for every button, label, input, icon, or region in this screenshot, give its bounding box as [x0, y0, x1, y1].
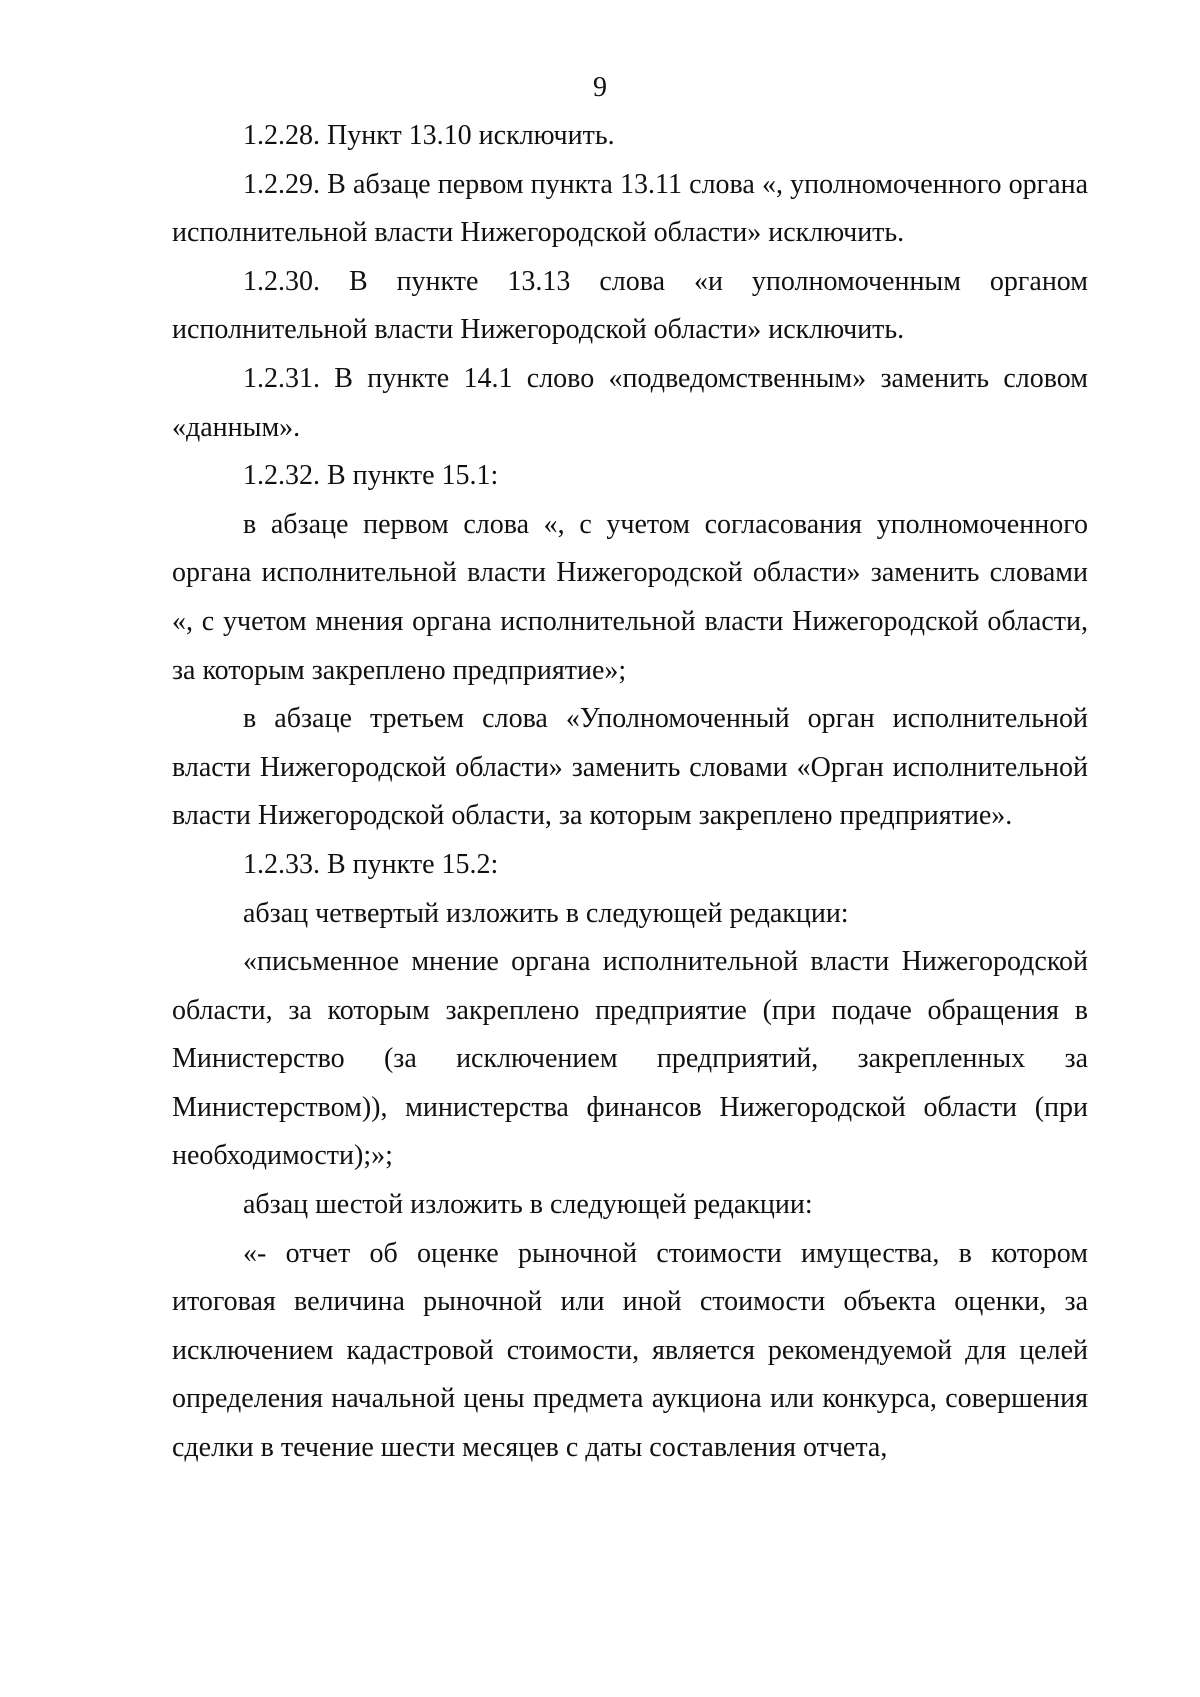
paragraph-abzac-6-intro: абзац шестой изложить в следующей редакции: [243, 1189, 813, 1221]
paragraph-15-1-abzac-1: в абзаце первом слова «, с учетом согласования уполномоченного органа исполнительной власти Нижегородской области» заменить словами «, с учетом мнения органа исполнительной власти Нижегородской области, за которым закреплено предприятие»; [172, 508, 1088, 686]
page-number: 9 [593, 72, 607, 103]
paragraph-1-2-29: 1.2.29. В абзаце первом пункта 13.11 слова «, уполномоченного органа исполнительной власти Нижегородской области» исключить. [172, 168, 1088, 249]
paragraph-1-2-28: 1.2.28. Пункт 13.10 исключить. [243, 120, 615, 151]
paragraph-abzac-4-intro: абзац четвертый изложить в следующей редакции: [243, 897, 849, 929]
paragraph-1-2-33: 1.2.33. В пункте 15.2: [243, 848, 499, 880]
paragraph-abzac-4-text: «письменное мнение органа исполнительной власти Нижегородской области, за которым закреплено предприятие (при подаче обращения в Министерство (за исключением предприятий, закрепленных за Министерством)), министерства финансов Нижегородской области (при необходимости);»; [172, 946, 1088, 1172]
paragraph-1-2-32: 1.2.32. В пункте 15.1: [243, 460, 499, 492]
paragraph-1-2-30: 1.2.30. В пункте 13.13 слова «и уполномоченным органом исполнительной власти Нижегородской области» исключить. [172, 265, 1088, 346]
paragraph-abzac-6-text: «- отчет об оценке рыночной стоимости имущества, в котором итоговая величина рыночной или иной стоимости объекта оценки, за исключением кадастровой стоимости, является рекомендуемой для целей определения начальной цены предмета аукциона или конкурса, совершения сделки в течение шести месяцев с даты составления отчета, [172, 1237, 1088, 1464]
paragraph-1-2-31: 1.2.31. В пункте 14.1 слово «подведомственным» заменить словом «данным». [172, 362, 1088, 443]
document-body [172, 112, 1088, 1473]
paragraph-15-1-abzac-3: в абзаце третьем слова «Уполномоченный орган исполнительной власти Нижегородской области» заменить словами «Орган исполнительной власти Нижегородской области, за которым закреплено предприятие». [172, 703, 1088, 832]
